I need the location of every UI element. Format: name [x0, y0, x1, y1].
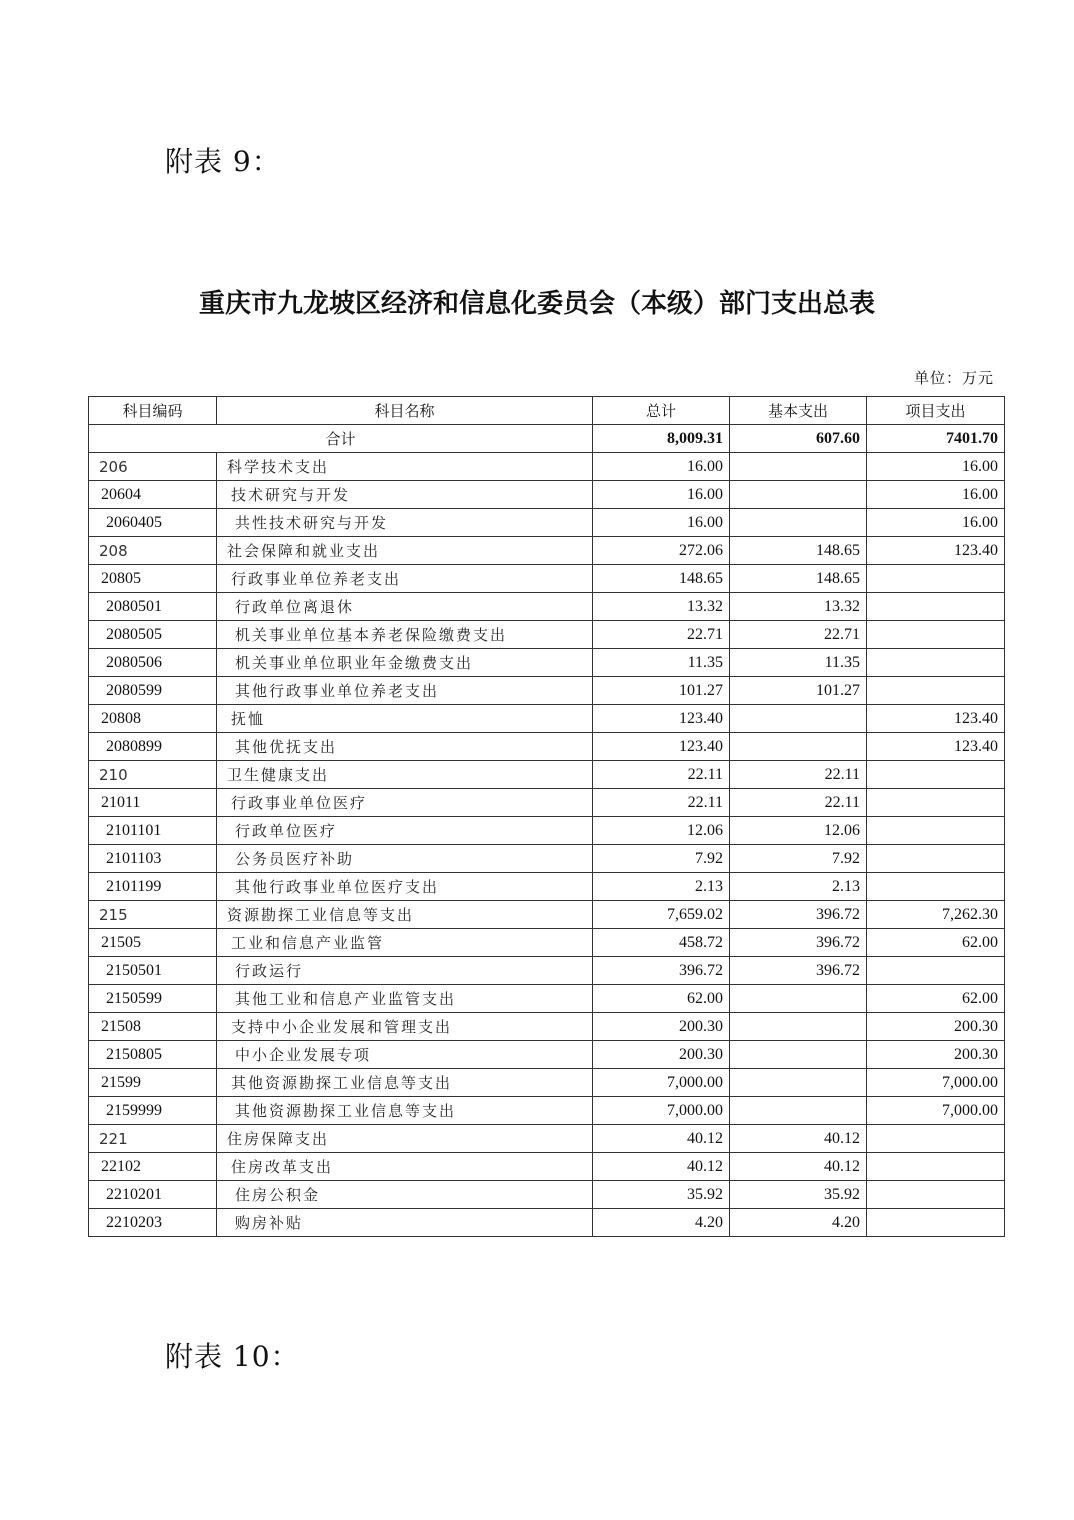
row-total: 200.30 — [593, 1041, 730, 1069]
table-row — [89, 1041, 1005, 1069]
row-basic — [730, 481, 867, 509]
table-header-row — [89, 397, 1005, 425]
table-row — [89, 817, 1005, 845]
row-name: 资源勘探工业信息等支出 — [217, 901, 593, 929]
total-label: 合计 — [89, 425, 593, 453]
row-project: 123.40 — [867, 733, 1005, 761]
row-name: 科学技术支出 — [217, 453, 593, 481]
header-total: 总计 — [593, 397, 730, 425]
row-basic: 22.11 — [730, 789, 867, 817]
row-name: 行政单位医疗 — [217, 817, 593, 845]
row-total: 458.72 — [593, 929, 730, 957]
row-total: 13.32 — [593, 593, 730, 621]
table-row — [89, 677, 1005, 705]
row-total: 22.11 — [593, 761, 730, 789]
row-basic: 148.65 — [730, 537, 867, 565]
row-project: 7,262.30 — [867, 901, 1005, 929]
table-row — [89, 761, 1005, 789]
row-project — [867, 649, 1005, 677]
row-name: 共性技术研究与开发 — [217, 509, 593, 537]
row-code: 215 — [89, 901, 217, 929]
row-code: 221 — [89, 1125, 217, 1153]
row-basic — [730, 733, 867, 761]
annex-label-10: 附表 10： — [165, 1340, 300, 1373]
row-name: 机关事业单位职业年金缴费支出 — [217, 649, 593, 677]
row-basic — [730, 453, 867, 481]
row-code: 2080505 — [89, 621, 217, 649]
annex-label-9: 附表 9： — [165, 145, 281, 178]
row-project: 7,000.00 — [867, 1097, 1005, 1125]
row-basic — [730, 1097, 867, 1125]
table-row — [89, 537, 1005, 565]
table-row — [89, 1125, 1005, 1153]
row-project — [867, 1181, 1005, 1209]
row-project — [867, 761, 1005, 789]
row-total: 4.20 — [593, 1209, 730, 1237]
table-row — [89, 481, 1005, 509]
row-project — [867, 957, 1005, 985]
row-basic: 396.72 — [730, 929, 867, 957]
row-project: 62.00 — [867, 985, 1005, 1013]
row-name: 行政事业单位养老支出 — [217, 565, 593, 593]
row-total: 396.72 — [593, 957, 730, 985]
row-project: 16.00 — [867, 509, 1005, 537]
row-total: 16.00 — [593, 481, 730, 509]
total-sum: 8,009.31 — [593, 425, 730, 453]
table-row — [89, 509, 1005, 537]
row-project: 200.30 — [867, 1013, 1005, 1041]
header-name: 科目名称 — [217, 397, 593, 425]
total-project: 7401.70 — [867, 425, 1005, 453]
row-total: 148.65 — [593, 565, 730, 593]
row-total: 7,000.00 — [593, 1097, 730, 1125]
row-basic — [730, 705, 867, 733]
row-basic: 22.71 — [730, 621, 867, 649]
row-code: 2080599 — [89, 677, 217, 705]
row-project: 200.30 — [867, 1041, 1005, 1069]
row-code: 2150501 — [89, 957, 217, 985]
row-name: 其他行政事业单位医疗支出 — [217, 873, 593, 901]
row-name: 住房公积金 — [217, 1181, 593, 1209]
table-row — [89, 649, 1005, 677]
row-total: 7,659.02 — [593, 901, 730, 929]
table-row — [89, 1153, 1005, 1181]
row-name: 社会保障和就业支出 — [217, 537, 593, 565]
table-row — [89, 565, 1005, 593]
row-code: 21505 — [89, 929, 217, 957]
row-total: 7.92 — [593, 845, 730, 873]
row-basic: 396.72 — [730, 901, 867, 929]
table-row — [89, 1209, 1005, 1237]
row-project — [867, 817, 1005, 845]
row-basic: 12.06 — [730, 817, 867, 845]
row-total: 123.40 — [593, 705, 730, 733]
row-name: 中小企业发展专项 — [217, 1041, 593, 1069]
row-name: 行政事业单位医疗 — [217, 789, 593, 817]
row-project: 16.00 — [867, 481, 1005, 509]
row-project — [867, 1153, 1005, 1181]
row-basic: 11.35 — [730, 649, 867, 677]
row-total: 62.00 — [593, 985, 730, 1013]
row-code: 2210201 — [89, 1181, 217, 1209]
table-row — [89, 845, 1005, 873]
header-code: 科目编码 — [89, 397, 217, 425]
table-row — [89, 929, 1005, 957]
table-row — [89, 453, 1005, 481]
row-name: 行政运行 — [217, 957, 593, 985]
row-name: 其他资源勘探工业信息等支出 — [217, 1097, 593, 1125]
table-row — [89, 593, 1005, 621]
row-code: 210 — [89, 761, 217, 789]
row-name: 其他工业和信息产业监管支出 — [217, 985, 593, 1013]
row-code: 2101101 — [89, 817, 217, 845]
row-code: 2080899 — [89, 733, 217, 761]
row-name: 住房保障支出 — [217, 1125, 593, 1153]
row-basic: 101.27 — [730, 677, 867, 705]
row-project — [867, 1125, 1005, 1153]
table-row — [89, 1097, 1005, 1125]
row-code: 2150599 — [89, 985, 217, 1013]
row-basic — [730, 509, 867, 537]
row-project — [867, 677, 1005, 705]
table-row — [89, 985, 1005, 1013]
row-basic: 7.92 — [730, 845, 867, 873]
row-total: 40.12 — [593, 1153, 730, 1181]
row-total: 12.06 — [593, 817, 730, 845]
row-total: 272.06 — [593, 537, 730, 565]
table-row — [89, 621, 1005, 649]
row-total: 40.12 — [593, 1125, 730, 1153]
row-project — [867, 593, 1005, 621]
row-project — [867, 845, 1005, 873]
row-code: 2150805 — [89, 1041, 217, 1069]
row-project — [867, 621, 1005, 649]
row-total: 16.00 — [593, 509, 730, 537]
row-total: 11.35 — [593, 649, 730, 677]
row-project: 16.00 — [867, 453, 1005, 481]
table-row — [89, 705, 1005, 733]
row-name: 支持中小企业发展和管理支出 — [217, 1013, 593, 1041]
row-total: 123.40 — [593, 733, 730, 761]
row-project — [867, 1209, 1005, 1237]
row-name: 工业和信息产业监管 — [217, 929, 593, 957]
row-name: 购房补贴 — [217, 1209, 593, 1237]
row-basic: 40.12 — [730, 1153, 867, 1181]
table-row — [89, 1069, 1005, 1097]
table-row — [89, 901, 1005, 929]
total-row — [89, 425, 1005, 453]
row-total: 22.71 — [593, 621, 730, 649]
total-basic: 607.60 — [730, 425, 867, 453]
table-row — [89, 1181, 1005, 1209]
table-row — [89, 873, 1005, 901]
row-project: 123.40 — [867, 705, 1005, 733]
row-basic — [730, 1013, 867, 1041]
row-name: 机关事业单位基本养老保险缴费支出 — [217, 621, 593, 649]
row-code: 206 — [89, 453, 217, 481]
row-basic: 40.12 — [730, 1125, 867, 1153]
row-project: 123.40 — [867, 537, 1005, 565]
table-row — [89, 733, 1005, 761]
row-basic — [730, 985, 867, 1013]
row-code: 2101199 — [89, 873, 217, 901]
row-name: 卫生健康支出 — [217, 761, 593, 789]
row-project — [867, 565, 1005, 593]
row-total: 2.13 — [593, 873, 730, 901]
row-total: 22.11 — [593, 789, 730, 817]
row-basic: 22.11 — [730, 761, 867, 789]
row-name: 其他资源勘探工业信息等支出 — [217, 1069, 593, 1097]
row-code: 2159999 — [89, 1097, 217, 1125]
row-basic — [730, 1041, 867, 1069]
row-basic: 2.13 — [730, 873, 867, 901]
row-basic — [730, 1069, 867, 1097]
row-code: 2060405 — [89, 509, 217, 537]
row-total: 16.00 — [593, 453, 730, 481]
row-project: 7,000.00 — [867, 1069, 1005, 1097]
row-code: 21508 — [89, 1013, 217, 1041]
row-name: 抚恤 — [217, 705, 593, 733]
row-project — [867, 789, 1005, 817]
row-basic: 396.72 — [730, 957, 867, 985]
row-code: 208 — [89, 537, 217, 565]
row-basic: 4.20 — [730, 1209, 867, 1237]
header-project: 项目支出 — [867, 397, 1005, 425]
page-title: 重庆市九龙坡区经济和信息化委员会（本级）部门支出总表 — [198, 289, 875, 319]
row-project — [867, 873, 1005, 901]
row-code: 22102 — [89, 1153, 217, 1181]
row-total: 200.30 — [593, 1013, 730, 1041]
row-code: 2210203 — [89, 1209, 217, 1237]
table-row — [89, 789, 1005, 817]
table-row — [89, 957, 1005, 985]
row-code: 21599 — [89, 1069, 217, 1097]
row-code: 21011 — [89, 789, 217, 817]
row-basic: 35.92 — [730, 1181, 867, 1209]
row-basic: 13.32 — [730, 593, 867, 621]
header-basic: 基本支出 — [730, 397, 867, 425]
row-code: 2101103 — [89, 845, 217, 873]
unit-label: 单位：万元 — [913, 369, 994, 387]
row-code: 20604 — [89, 481, 217, 509]
row-name: 其他行政事业单位养老支出 — [217, 677, 593, 705]
expenditure-table — [88, 396, 1005, 1237]
row-total: 35.92 — [593, 1181, 730, 1209]
row-name: 技术研究与开发 — [217, 481, 593, 509]
row-code: 20808 — [89, 705, 217, 733]
row-code: 2080501 — [89, 593, 217, 621]
row-name: 其他优抚支出 — [217, 733, 593, 761]
row-name: 行政单位离退休 — [217, 593, 593, 621]
table-row — [89, 1013, 1005, 1041]
row-name: 公务员医疗补助 — [217, 845, 593, 873]
row-code: 20805 — [89, 565, 217, 593]
row-total: 101.27 — [593, 677, 730, 705]
row-code: 2080506 — [89, 649, 217, 677]
row-name: 住房改革支出 — [217, 1153, 593, 1181]
row-total: 7,000.00 — [593, 1069, 730, 1097]
row-project: 62.00 — [867, 929, 1005, 957]
row-basic: 148.65 — [730, 565, 867, 593]
